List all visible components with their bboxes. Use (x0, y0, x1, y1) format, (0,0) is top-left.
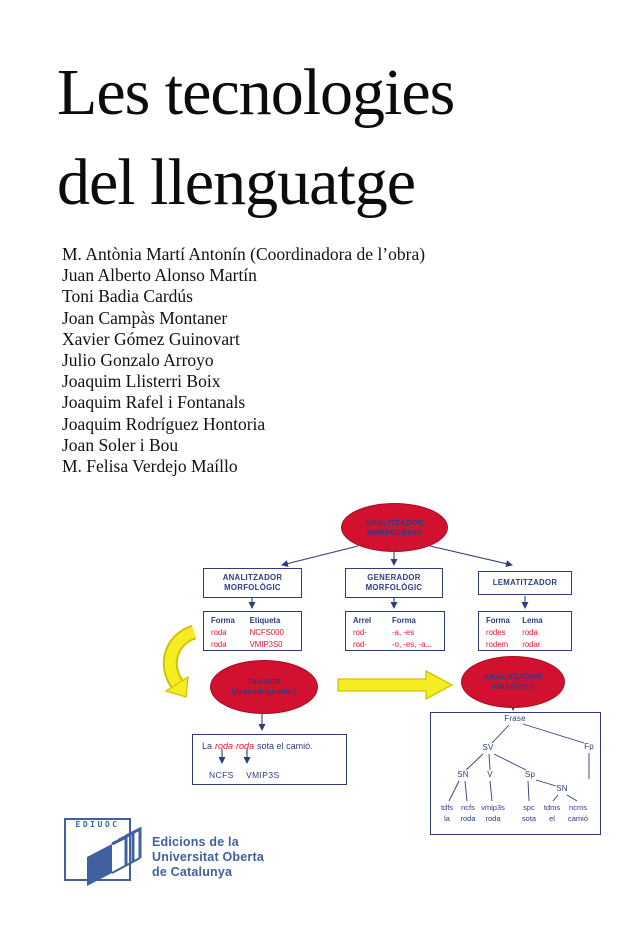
curved-yellow-arrow (166, 632, 194, 697)
table-row (479, 639, 571, 651)
cell: rodem (486, 640, 509, 649)
generator-box-line1: GENERADOR (367, 573, 421, 582)
cell: -a, -es (392, 628, 415, 637)
analyzer-output-table (203, 611, 302, 651)
sentence-word-highlight: roda (215, 741, 234, 751)
leaf-word: camió (567, 814, 588, 823)
author: Joan Soler i Bou (62, 434, 179, 455)
cell: rod- (353, 640, 367, 649)
cell: -o, -es, -a... (392, 640, 432, 649)
straight-yellow-arrow (338, 671, 452, 699)
table-row (204, 627, 301, 639)
morph-analyzer-ellipse-line2: MORFOLÒGIC (366, 527, 423, 537)
tagger-ellipse-line2: (desambiguador) (230, 687, 298, 696)
tree-node-sn1: SN (457, 770, 469, 779)
morph-analyzer-ellipse-line1: ANALITZADOR (365, 517, 424, 527)
lemmatizer-box-line1: LEMATITZADOR (492, 578, 558, 587)
col-header: Etiqueta (249, 616, 281, 625)
table-row (204, 639, 301, 651)
leaf-tag: vmip3s (481, 803, 505, 812)
leaf-word: sota (521, 814, 537, 823)
tree-node-fp: Fp (584, 742, 594, 751)
author: Joaquim Rafel i Fontanals (62, 392, 246, 413)
table-row (346, 627, 444, 639)
table-row (479, 627, 571, 639)
sentence-word: sota el camió. (257, 741, 313, 751)
col-header: Arrel (353, 616, 372, 625)
cell: rod- (353, 628, 367, 637)
col-header: Forma (211, 616, 235, 625)
morph-analyzer-ellipse (341, 503, 448, 552)
syntax-ellipse-line1: ANALITZADOR (483, 672, 543, 681)
analyzer-box (203, 568, 302, 598)
publisher-name-line1: Edicions de la (152, 835, 239, 849)
generator-box (345, 568, 443, 598)
col-header: Lema (522, 616, 543, 625)
page-title (57, 48, 454, 228)
title-line-2: del llenguatge (57, 146, 416, 219)
tree-node-sv: SV (482, 743, 494, 752)
table-row (346, 639, 444, 651)
lemmatizer-output-table (478, 611, 572, 651)
leaf-tag: ncfs (461, 803, 475, 812)
author: Joaquim Rodríguez Hontoria (62, 413, 266, 434)
syntax-analyzer-ellipse (461, 656, 565, 708)
tagger-ellipse-line1: TAGGER (247, 677, 281, 686)
col-header: Forma (486, 616, 510, 625)
lemmatizer-box (478, 571, 572, 595)
cell: rodes (486, 628, 506, 637)
cell: rodar (522, 640, 541, 649)
authors-list (62, 244, 425, 477)
sentence-word-highlight: roda (236, 741, 255, 751)
arrow-ellipse-to-analyzer (282, 546, 358, 565)
leaf-tag: tdfs (440, 803, 454, 812)
author: Joaquim Llisterri Boix (62, 371, 221, 392)
cell: roda (211, 640, 227, 649)
author: M. Felisa Verdejo Maíllo (62, 456, 238, 477)
pos-tag: NCFS (209, 770, 234, 780)
author: M. Antònia Martí Antonín (Coordinadora de l’obra) (62, 244, 426, 264)
publisher-logo-text: EDIUOC (75, 820, 120, 829)
leaf-tag: ncms (569, 803, 587, 812)
publisher-name-line3: de Catalunya (152, 865, 233, 879)
title-line-1: Les tecnologies (57, 56, 455, 129)
leaf-tag: tdms (543, 803, 561, 812)
tree-node-sp: Sp (524, 770, 536, 779)
analyzer-box-line1: ANALITZADOR (222, 573, 283, 582)
generator-box-line2: MORFOLÒGIC (365, 583, 423, 592)
cell: roda (522, 628, 538, 637)
author: Toni Badia Cardús (62, 286, 193, 307)
publisher-name (152, 835, 264, 880)
leaf-tag: spc (523, 803, 535, 812)
author: Juan Alberto Alonso Martín (62, 265, 257, 286)
table-header-row (204, 615, 301, 627)
author: Xavier Gómez Guinovart (62, 328, 240, 349)
pos-tag: VMIP3S (246, 770, 280, 780)
sentence-word: La (202, 741, 213, 751)
tree-node-v: V (487, 770, 493, 779)
generator-output-table (345, 611, 445, 651)
author: Julio Gonzalo Arroyo (62, 350, 214, 371)
leaf-word: el (549, 814, 555, 823)
cell: VMIP3S0 (249, 640, 283, 649)
publisher-name-line2: Universitat Oberta (152, 850, 264, 864)
cell: roda (211, 628, 227, 637)
table-header-row (479, 615, 571, 627)
syntax-ellipse-line2: SINTÀCTIC (491, 682, 535, 691)
table-header-row (346, 615, 444, 627)
tagger-ellipse (210, 660, 318, 714)
tagged-sentence-box (192, 734, 347, 785)
leaf-word: roda (460, 814, 476, 823)
cell: NCFS000 (249, 628, 284, 637)
tree-node-sn2: SN (556, 784, 568, 793)
author: Joan Campàs Montaner (62, 307, 228, 328)
leaf-word: roda (485, 814, 501, 823)
col-header: Forma (392, 616, 416, 625)
leaf-word: la (444, 814, 450, 823)
analyzer-box-line2: MORFOLÒGIC (224, 583, 281, 592)
arrow-ellipse-to-lemmatizer (430, 546, 512, 565)
tree-node-frase: Frase (504, 714, 526, 723)
tree-leaf (555, 802, 601, 824)
sentence-line (202, 741, 316, 751)
